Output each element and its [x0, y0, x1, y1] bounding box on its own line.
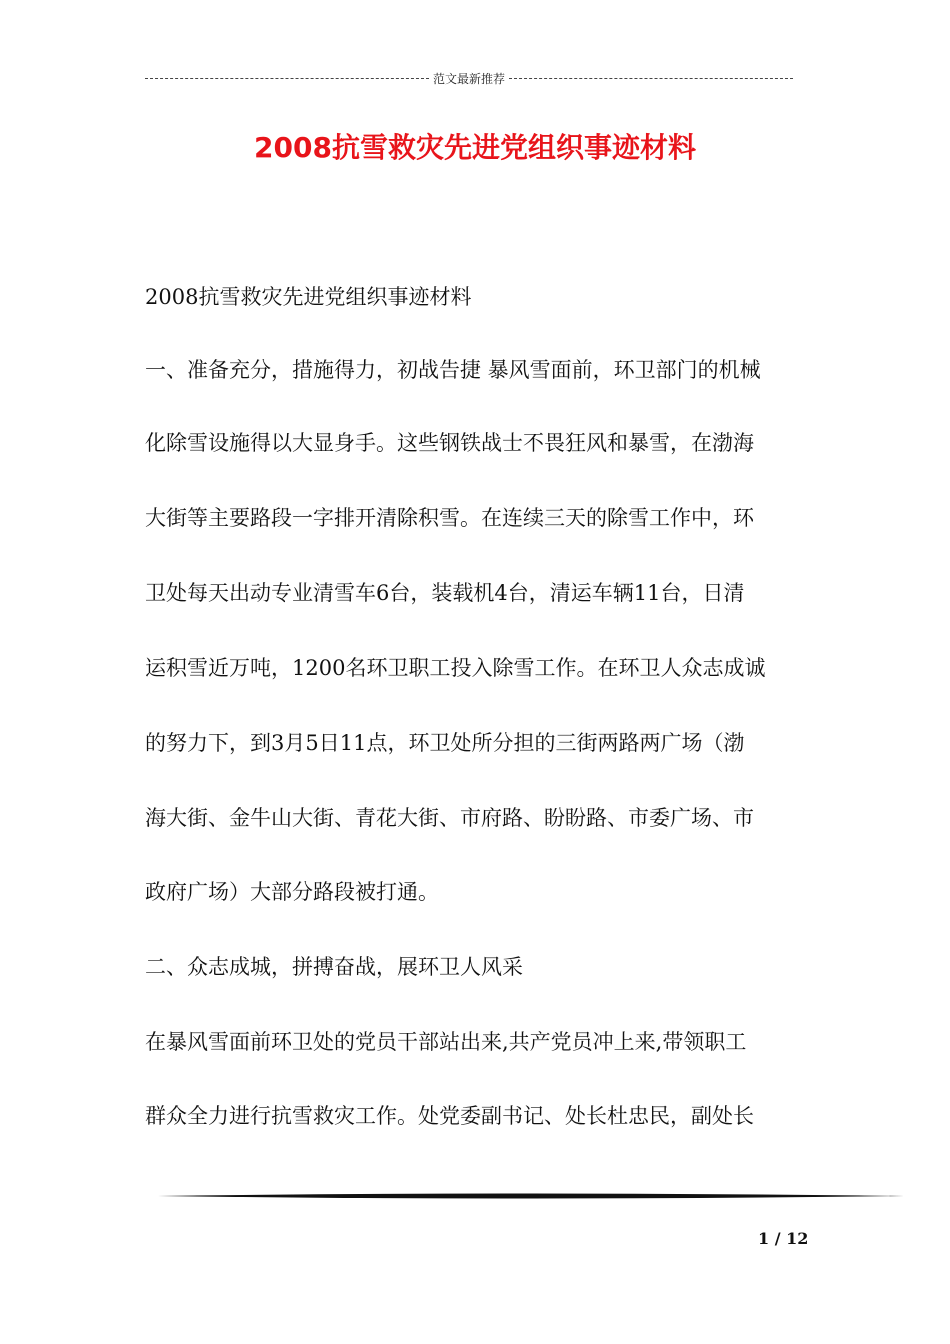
document-title: 2008抗雪救灾先进党组织事迹材料 — [254, 131, 696, 164]
body-line: 卫处每天出动专业清雪车6台，装载机4台，清运车辆11台，日清 — [145, 581, 745, 605]
header-label: 范文最新推荐 — [433, 71, 506, 86]
body-line: 二、众志成城，拼搏奋战，展环卫人风采 — [145, 955, 523, 979]
body-line: 一、准备充分，措施得力，初战告捷 暴风雪面前，环卫部门的机械 — [145, 358, 761, 382]
body-line: 在暴风雪面前环卫处的党员干部站出来,共产党员冲上来,带领职工 — [145, 1030, 747, 1054]
body-line: 化除雪设施得以大显身手。这些钢铁战士不畏狂风和暴雪，在渤海 — [145, 431, 754, 455]
body-line: 大街等主要路段一字排开清除积雪。在连续三天的除雪工作中，环 — [145, 506, 754, 530]
body-line: 的努力下，到3月5日11点，环卫处所分担的三街两路两广场（渤 — [145, 731, 745, 755]
body-line: 2008抗雪救灾先进党组织事迹材料 — [145, 285, 472, 309]
body-line: 运积雪近万吨，1200名环卫职工投入除雪工作。在环卫人众志成诚 — [145, 656, 766, 680]
body-line: 政府广场）大部分路段被打通。 — [145, 880, 439, 904]
footer-rule — [158, 1192, 904, 1200]
body-line: 海大街、金牛山大街、青花大街、市府路、盼盼路、市委广场、市 — [145, 806, 754, 830]
header-rule — [145, 68, 793, 88]
header-dash-right — [509, 78, 793, 79]
page-indicator: 1 / 12 — [758, 1229, 809, 1248]
body-line: 群众全力进行抗雪救灾工作。处党委副书记、处长杜忠民，副处长 — [145, 1104, 754, 1128]
header-dash-left — [145, 78, 429, 79]
